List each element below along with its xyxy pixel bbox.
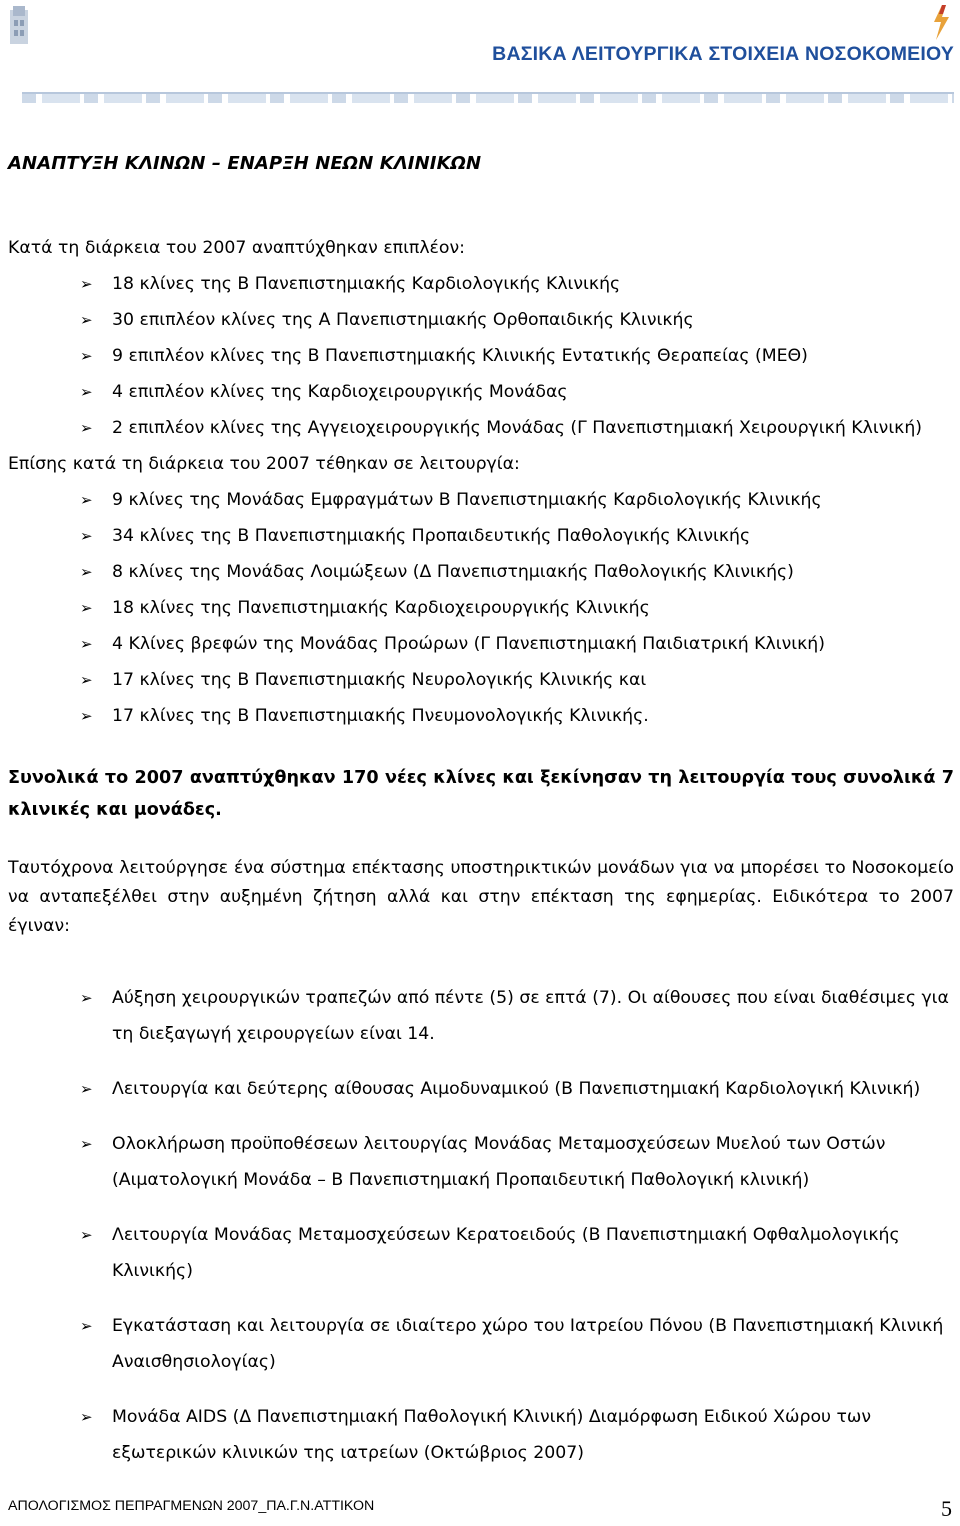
- list-item: [8, 980, 954, 1052]
- list-item: [8, 518, 954, 554]
- list-item-text: 9 επιπλέον κλίνες της Β Πανεπιστημιακής Κλινικής Εντατικής Θεραπείας (ΜΕΘ): [112, 346, 808, 366]
- list-item: [8, 662, 954, 698]
- list-item-text: Ολοκλήρωση προϋποθέσεων λειτουργίας Μονάδας Μεταμοσχεύσεων Μυελού των Οστών (Αιματολογική Μονάδα – Β Πανεπιστημιακή Προπαιδευτική Παθολογική κλινική): [112, 1134, 886, 1190]
- arrow-bullet-icon: ➢: [80, 1135, 93, 1153]
- list-item-text: 18 κλίνες της Πανεπιστημιακής Καρδιοχειρουργικής Κλινικής: [112, 598, 650, 618]
- list-item-text: Εγκατάσταση και λειτουργία σε ιδιαίτερο χώρο του Ιατρείου Πόνου (Β Πανεπιστημιακή Κλινική Αναισθησιολογίας): [112, 1316, 944, 1372]
- list-item: [8, 1071, 954, 1107]
- list-item: [8, 1126, 954, 1198]
- list-item-text: 17 κλίνες της Β Πανεπιστημιακής Νευρολογικής Κλινικής και: [112, 670, 647, 690]
- list-item: [8, 482, 954, 518]
- arrow-bullet-icon: ➢: [80, 419, 93, 437]
- list-item: [8, 554, 954, 590]
- page-content: [8, 150, 954, 1490]
- support-units-paragraph: Ταυτόχρονα λειτούργησε ένα σύστημα επέκτασης υποστηρικτικών μονάδων για να μπορέσει το Νοσοκομείο να ανταπεξέλθει στην αυξημένη ζήτηση αλλά και στην επέκταση της εφημερίας. Ειδικότερα το 2007 έγιναν:: [8, 858, 954, 936]
- arrow-bullet-icon: ➢: [80, 989, 93, 1007]
- list-item-text: 18 κλίνες της Β Πανεπιστημιακής Καρδιολογικής Κλινικής: [112, 274, 621, 294]
- list-item: [8, 698, 954, 734]
- developed-beds-list: [8, 266, 954, 446]
- arrow-bullet-icon: ➢: [80, 1080, 93, 1098]
- arrow-bullet-icon: ➢: [80, 635, 93, 653]
- list-item-text: 8 κλίνες της Μονάδας Λοιμώξεων (Δ Πανεπιστημιακής Παθολογικής Κλινικής): [112, 562, 794, 582]
- hospital-logo-icon: [8, 4, 32, 46]
- list-item: [8, 590, 954, 626]
- list-item-text: 9 κλίνες της Μονάδας Εμφραγμάτων Β Πανεπιστημιακής Καρδιολογικής Κλινικής: [112, 490, 822, 510]
- arrow-bullet-icon: ➢: [80, 1317, 93, 1335]
- arrow-bullet-icon: ➢: [80, 311, 93, 329]
- list-item-text: 4 Κλίνες βρεφών της Μονάδας Προώρων (Γ Πανεπιστημιακή Παιδιατρική Κλινική): [112, 634, 825, 654]
- list-item: [8, 1308, 954, 1380]
- list-item-text: 2 επιπλέον κλίνες της Αγγειοχειρουργικής Μονάδας (Γ Πανεπιστημιακή Χειρουργική Κλινική): [112, 418, 923, 438]
- list-item: [8, 626, 954, 662]
- arrow-bullet-icon: ➢: [80, 347, 93, 365]
- list-item-text: Μονάδα AIDS (Δ Πανεπιστημιακή Παθολογική Κλινική) Διαμόρφωση Ειδικού Χώρου των εξωτερικών κλινικών της ιατρείων (Οκτώβριος 2007): [112, 1407, 872, 1463]
- arrow-bullet-icon: ➢: [80, 599, 93, 617]
- page-header: [0, 0, 960, 105]
- header-title: ΒΑΣΙΚΑ ΛΕΙΤΟΥΡΓΙΚΑ ΣΤΟΙΧΕΙΑ ΝΟΣΟΚΟΜΕΙΟΥ: [492, 43, 954, 65]
- arrow-bullet-icon: ➢: [80, 491, 93, 509]
- list-item: [8, 374, 954, 410]
- arrow-bullet-icon: ➢: [80, 527, 93, 545]
- list-item: [8, 266, 954, 302]
- lightning-logo-icon: [930, 4, 952, 42]
- list-item-text: 17 κλίνες της Β Πανεπιστημιακής Πνευμονολογικής Κλινικής.: [112, 706, 649, 726]
- list-item: [8, 1399, 954, 1471]
- list-item-text: Λειτουργία και δεύτερης αίθουσας Αιμοδυναμικού (Β Πανεπιστημιακή Καρδιολογική Κλινική): [112, 1079, 921, 1099]
- list-item: [8, 410, 954, 446]
- arrow-bullet-icon: ➢: [80, 563, 93, 581]
- header-divider: [22, 92, 954, 94]
- arrow-bullet-icon: ➢: [80, 383, 93, 401]
- arrow-bullet-icon: ➢: [80, 1408, 93, 1426]
- list-item: [8, 1217, 954, 1289]
- started-units-list: [8, 482, 954, 734]
- footer-document-title: ΑΠΟΛΟΓΙΣΜΟΣ ΠΕΠΡΑΓΜΕΝΩΝ 2007_ΠΑ.Γ.Ν.ΑΤΤΙΚΟΝ: [8, 1498, 375, 1514]
- list-item-text: Αύξηση χειρουργικών τραπεζών από πέντε (5) σε επτά (7). Οι αίθουσες που είναι διαθέσιμες για τη διεξαγωγή χειρουργείων είναι 14.: [112, 988, 949, 1044]
- arrow-bullet-icon: ➢: [80, 1226, 93, 1244]
- section-title: ΑΝΑΠΤΥΞΗ ΚΛΙΝΩΝ – ΕΝΑΡΞΗ ΝΕΩΝ ΚΛΙΝΙΚΩΝ: [8, 153, 482, 174]
- list-item: [8, 338, 954, 374]
- summary-text: Συνολικά το 2007 αναπτύχθηκαν 170 νέες κλίνες και ξεκίνησαν τη λειτουργία τους συνολικά 7 κλινικές και μονάδες.: [8, 768, 954, 820]
- page-number: 5: [941, 1496, 952, 1521]
- arrow-bullet-icon: ➢: [80, 707, 93, 725]
- list-item-text: Λειτουργία Μονάδας Μεταμοσχεύσεων Κερατοειδούς (Β Πανεπιστημιακή Οφθαλμολογικής Κλινικής): [112, 1225, 900, 1281]
- list-item-text: 30 επιπλέον κλίνες της Α Πανεπιστημιακής Ορθοπαιδικής Κλινικής: [112, 310, 694, 330]
- arrow-bullet-icon: ➢: [80, 275, 93, 293]
- achievements-list: [8, 980, 954, 1471]
- list-item: [8, 302, 954, 338]
- intro-text: Κατά τη διάρκεια του 2007 αναπτύχθηκαν επιπλέον:: [8, 238, 465, 258]
- list-item-text: 4 επιπλέον κλίνες της Καρδιοχειρουργικής Μονάδας: [112, 382, 568, 402]
- list-item-text: 34 κλίνες της Β Πανεπιστημιακής Προπαιδευτικής Παθολογικής Κλινικής: [112, 526, 751, 546]
- also-intro-text: Επίσης κατά τη διάρκεια του 2007 τέθηκαν σε λειτουργία:: [8, 454, 520, 474]
- arrow-bullet-icon: ➢: [80, 671, 93, 689]
